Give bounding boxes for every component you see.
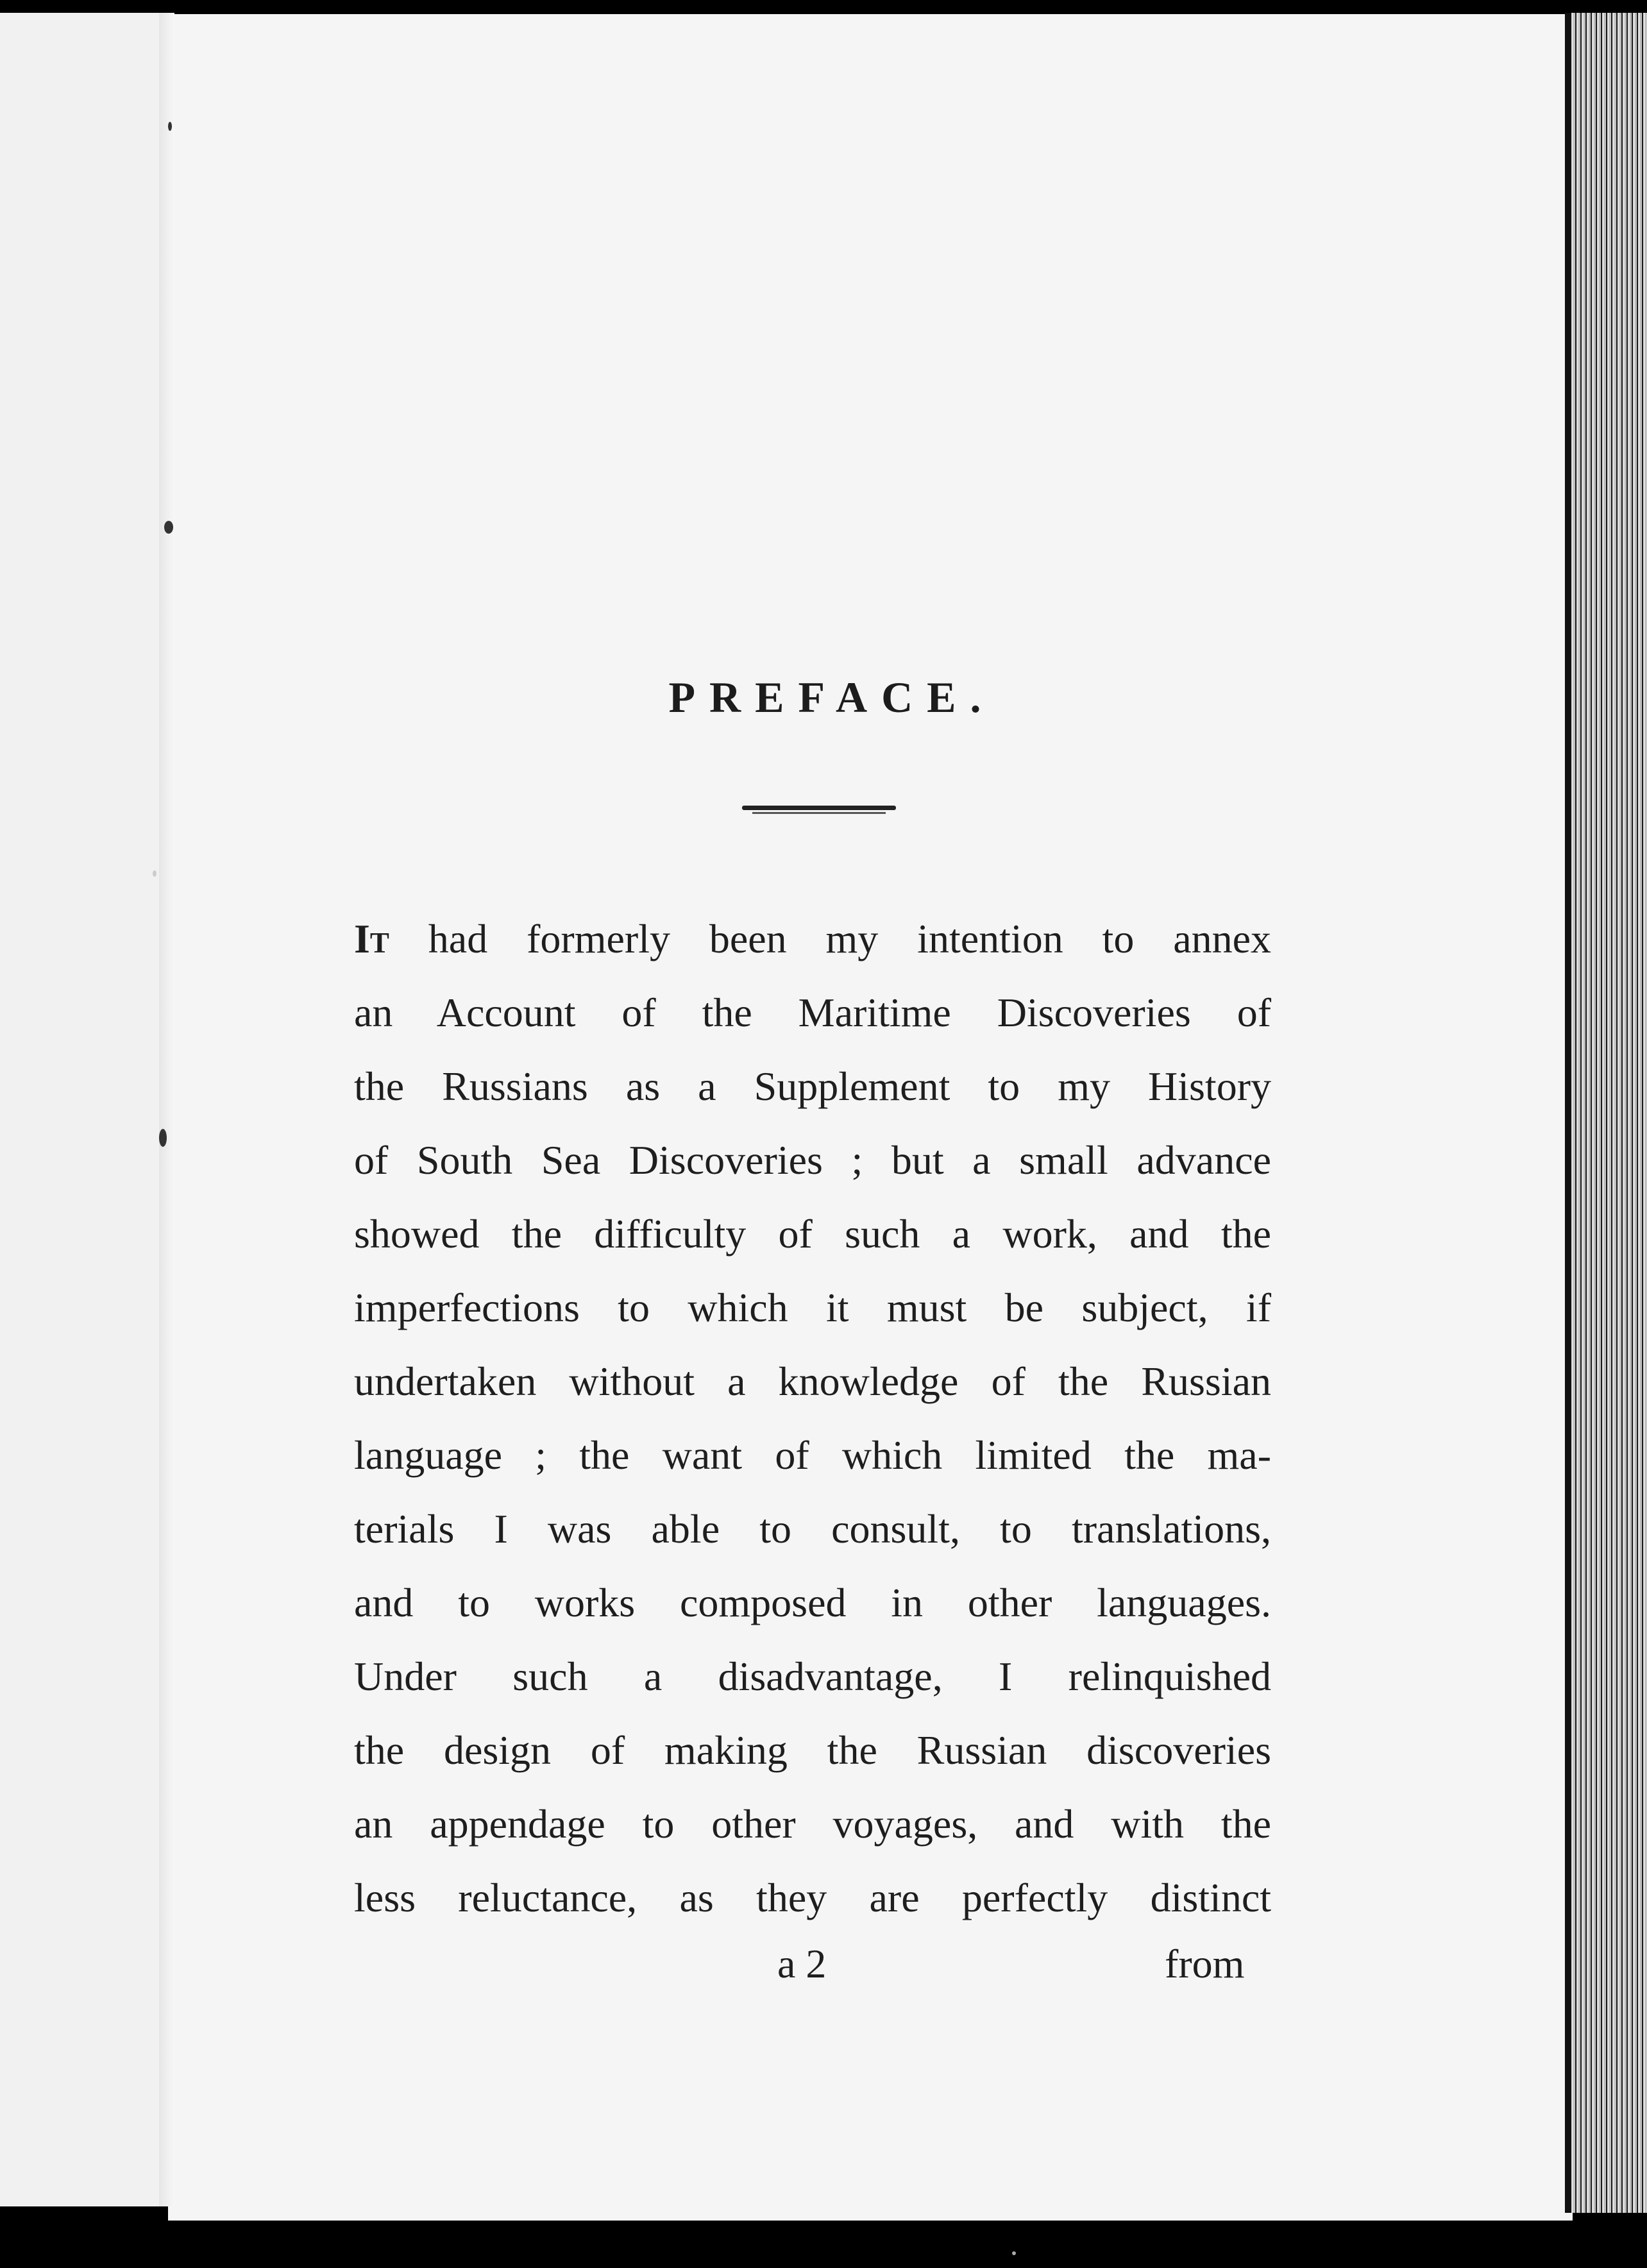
text-line: of South Sea Discoveries ; but a small advance — [354, 1137, 1271, 1183]
text-line: language ; the want of which limited the ma- — [354, 1432, 1271, 1478]
catchword: from — [1165, 1941, 1245, 1986]
signature-mark: a 2 — [777, 1941, 827, 1986]
ink-speck — [159, 1129, 167, 1147]
text-line: showed the difficulty of such a work, and the — [354, 1211, 1271, 1257]
line-text: had formerly been my intention to annex — [428, 916, 1272, 961]
body-text — [354, 902, 1271, 1934]
text-line: the Russians as a Supplement to my History — [354, 1063, 1271, 1109]
text-line: an Account of the Maritime Discoveries of — [354, 990, 1271, 1035]
left-page-edge — [0, 13, 165, 2206]
page-fore-edge — [1565, 13, 1647, 2213]
ink-speck — [1012, 2251, 1016, 2255]
text-line: imperfections to which it must be subject, if — [354, 1285, 1271, 1330]
heading-rule — [742, 806, 896, 810]
text-line — [354, 902, 1271, 976]
drop-word: It — [354, 916, 389, 961]
text-line: less reluctance, as they are perfectly distinct — [354, 1875, 1271, 1920]
ink-speck — [164, 521, 173, 534]
ink-speck — [153, 870, 156, 877]
gutter-shadow — [159, 13, 174, 2206]
page-edge-line — [1565, 13, 1571, 2213]
heading-rule-shadow — [752, 812, 886, 814]
page-heading: PREFACE. — [668, 673, 995, 722]
text-line: an appendage to other voyages, and with the — [354, 1801, 1271, 1847]
ink-speck — [168, 122, 172, 131]
text-line: and to works composed in other languages. — [354, 1580, 1271, 1625]
text-line: the design of making the Russian discoveries — [354, 1727, 1271, 1773]
text-line: Under such a disadvantage, I relinquished — [354, 1654, 1271, 1699]
text-line: terials I was able to consult, to translations, — [354, 1506, 1271, 1552]
text-line: undertaken without a knowledge of the Russian — [354, 1358, 1271, 1404]
